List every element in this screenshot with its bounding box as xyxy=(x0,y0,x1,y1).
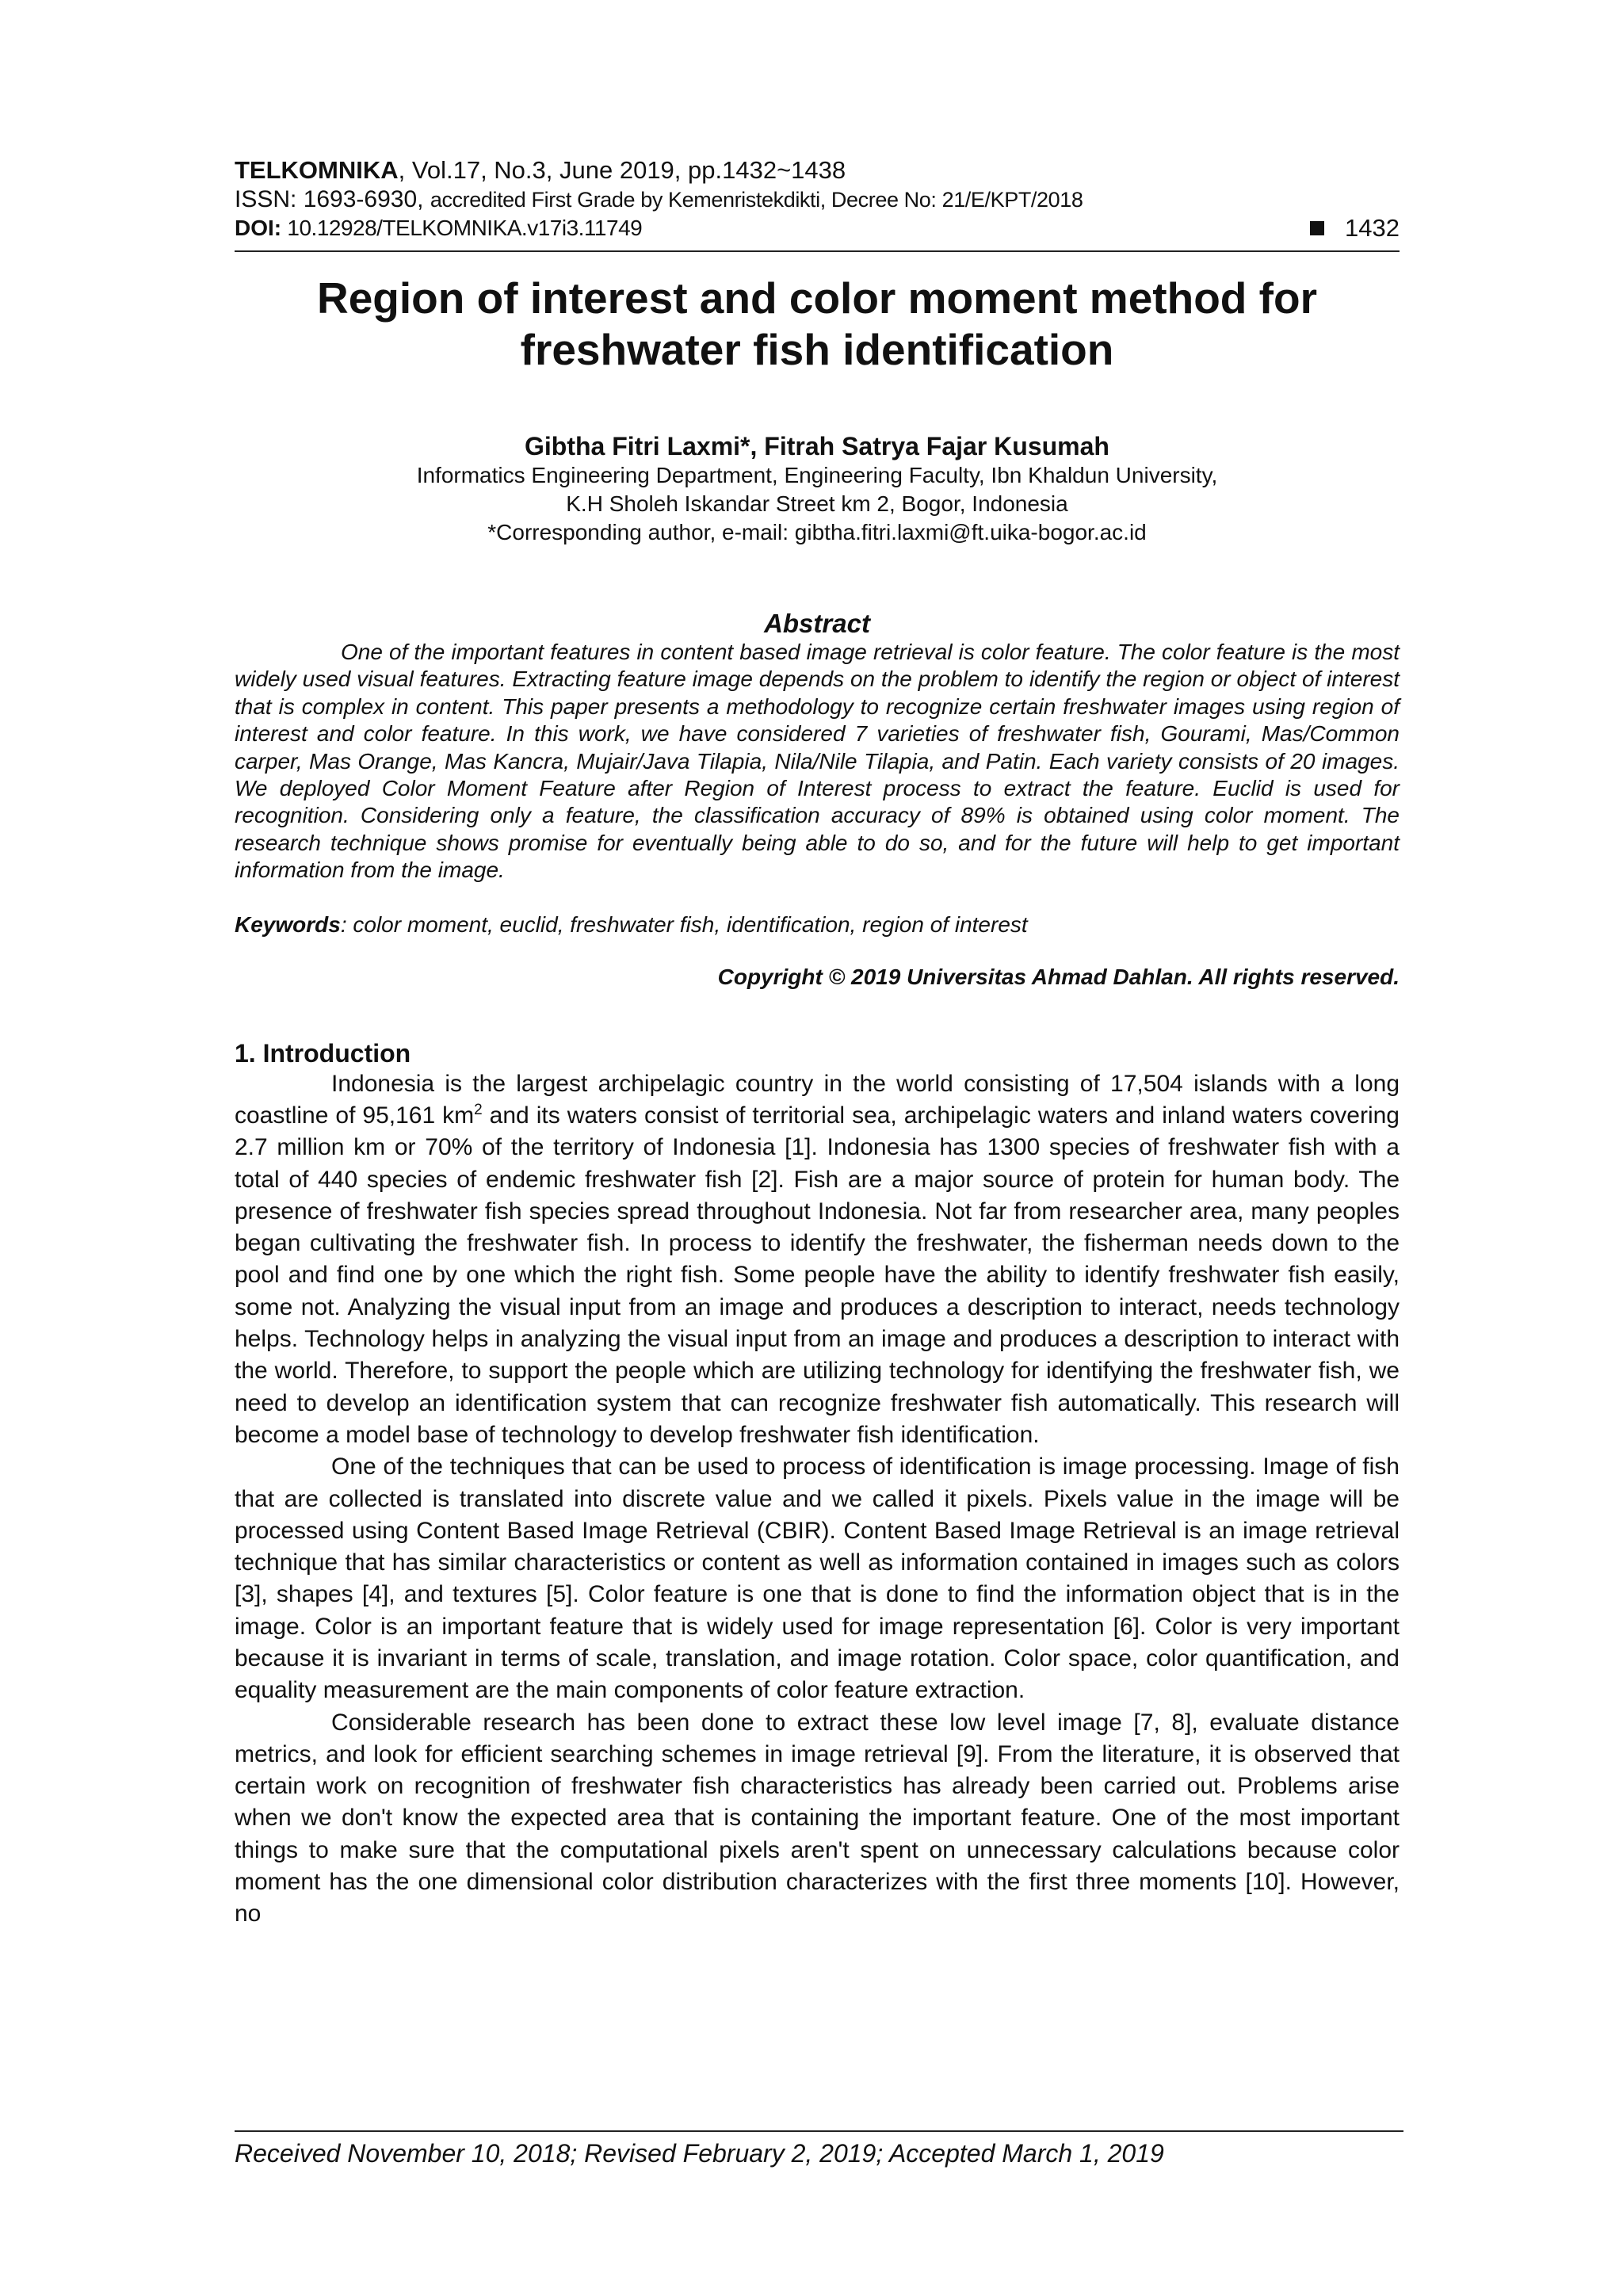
superscript-2: 2 xyxy=(474,1101,483,1118)
journal-name: TELKOMNIKA xyxy=(235,156,399,184)
page-footer xyxy=(235,2130,1403,2168)
issn: ISSN: 1693-6930, xyxy=(235,186,430,212)
affiliation xyxy=(235,461,1400,547)
abstract-heading: Abstract xyxy=(764,609,870,638)
accreditation: accredited First Grade by Kemenristekdikti, Decree No: 21/E/KPT/2018 xyxy=(430,188,1083,212)
keywords-label: Keywords xyxy=(235,911,341,937)
page-number-group xyxy=(1310,214,1400,243)
doi-line xyxy=(235,214,1400,243)
journal-volume: , Vol.17, No.3, June 2019, pp.1432~1438 xyxy=(398,156,846,184)
issn-line xyxy=(235,185,1400,214)
header-rule xyxy=(235,250,1400,252)
footer-rule xyxy=(235,2130,1403,2132)
title-line-2: freshwater fish identification xyxy=(520,325,1114,374)
affiliation-line-2: K.H Sholeh Iskandar Street km 2, Bogor, Indonesia xyxy=(566,491,1068,516)
paper-title xyxy=(235,273,1400,376)
section-heading-introduction: 1. Introduction xyxy=(235,1038,411,1068)
intro-p1-text-b: and its waters consist of territorial sea, archipelagic waters and inland waters covering 2.7 million km or 70% of the territory of Indonesia [1]. Indonesia has 1300 species of freshwater fish with a total of 440 species of endemic freshwater fish [2]. Fish are a major source of protein for human body. The presence of freshwater fish species spread throughout Indonesia. Not far from researcher area, many peoples began cultivating the freshwater fish. In process to identify the freshwater, the fisherman needs down to the pool and find one by one which the right fish. Some people have the ability to identify freshwater fish easily, some not. Analyzing the visual input from an image and produces a description to interact, needs technology helps. Technology helps in analyzing the visual input from an image and produces a description to interact with the world. Therefore, to support the people which are utilizing technology for identifying the freshwater fish, we need to develop an identification system that can recognize freshwater fish automatically. This research will become a model base of technology to develop freshwater fish identification. xyxy=(235,1102,1400,1448)
doi-label: DOI: xyxy=(235,216,282,240)
author-list: Gibtha Fitri Laxmi*, Fitrah Satrya Fajar Kusumah xyxy=(525,432,1109,460)
page-number: 1432 xyxy=(1345,214,1400,242)
intro-p1-text-a: Indonesia is the largest archipelagic country in the world consisting of 17,504 islands with a long coastline of 95,161 km xyxy=(235,1070,1400,1129)
journal-header-line xyxy=(235,155,1400,185)
paper-page xyxy=(235,155,1400,1931)
intro-paragraph-3: Considerable research has been done to extract these low level image [7, 8], evaluate distance metrics, and look for efficient searching schemes in image retrieval [9]. From the literature, it is observed that certain work on recognition of freshwater fish characteristics has already been carried out. Problems arise when we don't know the expected area that is containing the important feature. One of the most important things to make sure that the computational pixels aren't spent on unnecessary calculations because color moment has the one dimensional color distribution characterizes with the first three moments [10]. However, no xyxy=(235,1709,1400,1927)
intro-paragraph-2: One of the techniques that can be used to process of identification is image processing. Image of fish that are collected is translated into discrete value and we called it pixels. Pixels value in the image will be processed using Content Based Image Retrieval (CBIR). Content Based Image Retrieval is an image retrieval technique that has similar characteristics or content as well as information contained in images such as colors [3], shapes [4], and textures [5]. Color feature is one that is done to find the information object that is in the image. Color is an important feature that is widely used for image representation [6]. Color is very important because it is invariant in terms of scale, translation, and image rotation. Color space, color quantification, and equality measurement are the main components of color feature extraction. xyxy=(235,1454,1400,1704)
copyright-notice: Copyright © 2019 Universitas Ahmad Dahlan. All rights reserved. xyxy=(717,964,1400,989)
received-dates: Received November 10, 2018; Revised February 2, 2019; Accepted March 1, 2019 xyxy=(235,2139,1164,2168)
keywords-text: : color moment, euclid, freshwater fish, identification, region of interest xyxy=(340,911,1028,937)
square-bullet-icon xyxy=(1310,221,1324,235)
corresponding-author: *Corresponding author, e-mail: gibtha.fitri.laxmi@ft.uika-bogor.ac.id xyxy=(487,520,1147,544)
intro-paragraph-1 xyxy=(235,1068,1400,1452)
keywords xyxy=(235,911,1400,938)
doi-link[interactable]: 10.12928/TELKOMNIKA.v17i3.11749 xyxy=(281,216,643,240)
title-line-1: Region of interest and color moment method for xyxy=(317,273,1317,323)
affiliation-line-1: Informatics Engineering Department, Engineering Faculty, Ibn Khaldun University, xyxy=(416,463,1218,487)
abstract-text: One of the important features in content based image retrieval is color feature. The color feature is the most widely used visual features. Extracting feature image depends on the problem to identify the region or object of interest that is complex in content. This paper presents a methodology to recognize certain freshwater images using region of interest and color feature. In this work, we have considered 7 varieties of freshwater fish, Gourami, Mas/Common carper, Mas Orange, Mas Kancra, Mujair/Java Tilapia, Nila/Nile Tilapia, and Patin. Each variety consists of 20 images. We deployed Color Moment Feature after Region of Interest process to extract the feature. Euclid is used for recognition. Considering only a feature, the classification accuracy of 89% is obtained using color moment. The research technique shows promise for eventually being able to do so, and for the future will help to get important information from the image. xyxy=(235,640,1400,883)
